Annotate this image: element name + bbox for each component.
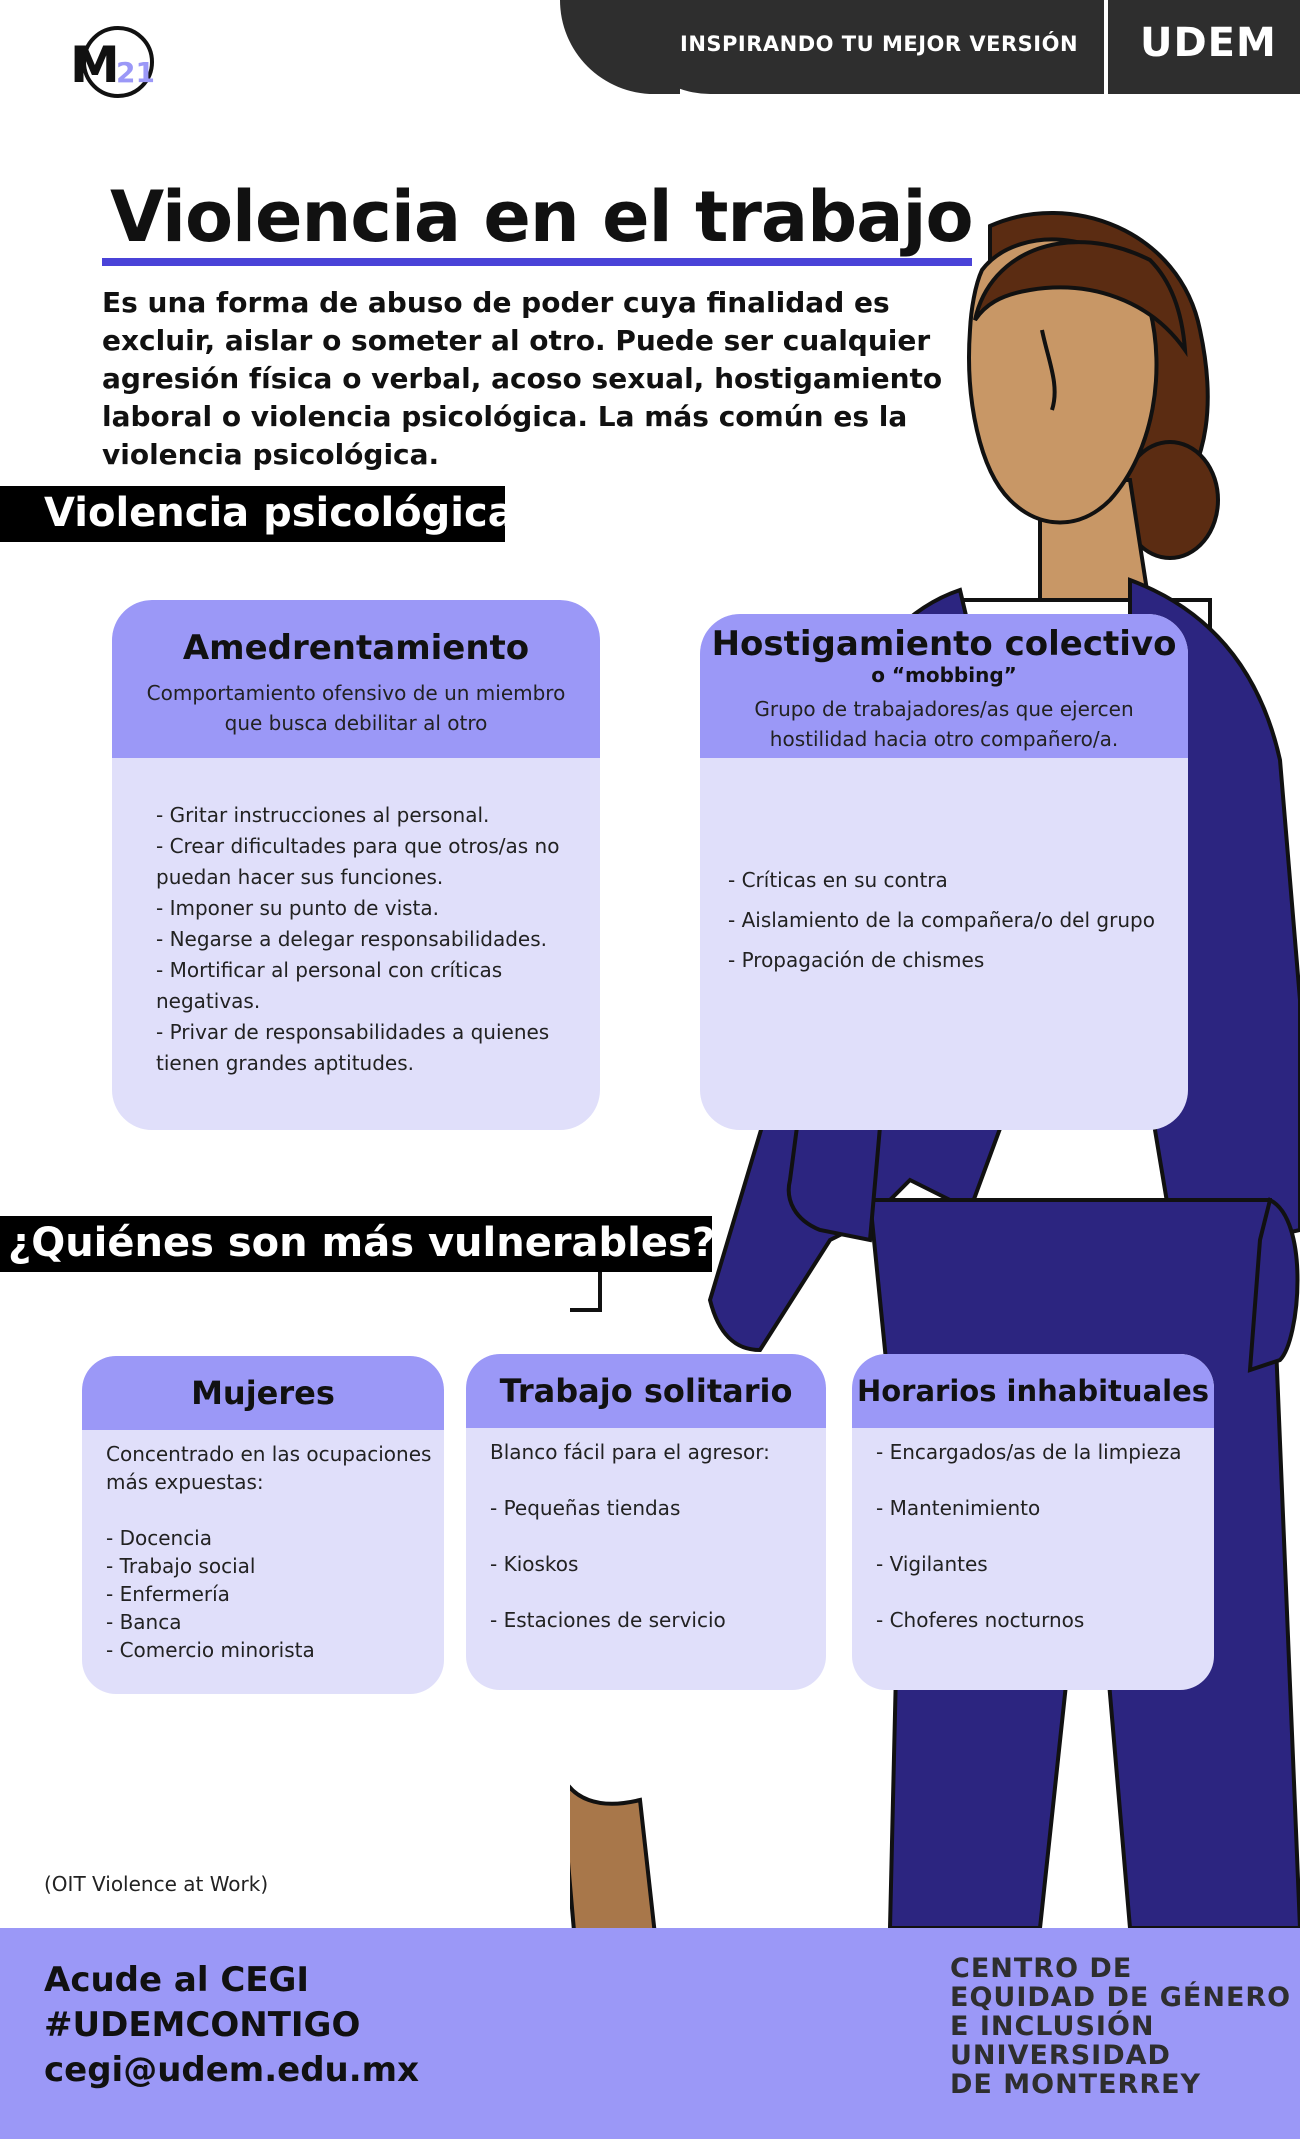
- section-vulnerables: ¿Quiénes son más vulnerables?: [0, 1216, 712, 1272]
- list-item: - Pequeñas tiendas: [490, 1496, 681, 1520]
- card-horarios-header: [852, 1354, 1214, 1428]
- card-mujeres: [82, 1356, 444, 1694]
- footer-org-name: [950, 1954, 1291, 2099]
- list-item: - Crear dificultades para que otros/as no puedan hacer sus funciones.: [156, 834, 560, 889]
- footer-org-line: UNIVERSIDAD: [950, 2040, 1171, 2071]
- card-solitario-intro: Blanco fácil para el agresor:: [490, 1440, 770, 1464]
- card-solitario-title: Trabajo solitario: [499, 1372, 793, 1410]
- footer-bar: [0, 1928, 1300, 2139]
- m21-logo: [66, 22, 156, 102]
- list-item: - Gritar instrucciones al personal.: [156, 803, 490, 827]
- list-item: - Enfermería: [106, 1582, 230, 1606]
- header-divider: [1104, 0, 1108, 94]
- card-amedrentamiento-list: [138, 800, 578, 1079]
- list-item: - Choferes nocturnos: [876, 1608, 1085, 1632]
- card-amedrentamiento-header: [112, 600, 600, 758]
- list-item: - Comercio minorista: [106, 1638, 315, 1662]
- card-amedrentamiento-title: Amedrentamiento: [182, 628, 530, 668]
- header-tagline: INSPIRANDO TU MEJOR VERSIÓN: [680, 32, 1079, 56]
- source-citation: (OIT Violence at Work): [44, 1872, 269, 1896]
- card-horarios-body: [852, 1428, 1214, 1634]
- card-amedrentamiento-subtitle: Comportamiento ofensivo de un miembro que busca debilitar al otro: [146, 681, 566, 735]
- list-item: - Vigilantes: [876, 1552, 988, 1576]
- section-violencia-psicologica: Violencia psicológica: [0, 486, 505, 542]
- footer-org-line: EQUIDAD DE GÉNERO: [950, 1982, 1292, 2013]
- list-item: - Críticas en su contra: [728, 868, 948, 892]
- footer-org-line: DE MONTERREY: [950, 2069, 1202, 2100]
- list-item: - Aislamiento de la compañera/o del grupo: [728, 908, 1155, 932]
- title-underline: [102, 258, 972, 266]
- list-item: - Trabajo social: [106, 1554, 256, 1578]
- card-horarios-inhabituales: [852, 1354, 1214, 1690]
- card-mujeres-title: Mujeres: [191, 1374, 335, 1412]
- card-solitario-header: [466, 1354, 826, 1428]
- footer-contact: [44, 1958, 419, 2093]
- page-title: Violencia en el trabajo: [110, 176, 973, 258]
- footer-org-line: CENTRO DE: [950, 1953, 1133, 1984]
- card-hostigamiento-list: [728, 860, 1178, 980]
- card-solitario-body: [466, 1428, 826, 1634]
- logo-number: 21: [116, 56, 155, 89]
- card-mujeres-header: [82, 1356, 444, 1430]
- card-amedrentamiento: [112, 600, 600, 1130]
- list-item: - Negarse a delegar responsabilidades.: [156, 927, 547, 951]
- footer-org-line: E INCLUSIÓN: [950, 2011, 1155, 2042]
- list-item: - Docencia: [106, 1526, 212, 1550]
- list-item: - Mortificar al personal con críticas negativas.: [156, 958, 503, 1013]
- card-hostigamiento-header: [700, 614, 1188, 758]
- list-item: - Imponer su punto de vista.: [156, 896, 440, 920]
- card-hostigamiento: [700, 614, 1188, 1130]
- card-hostigamiento-subtitle: Grupo de trabajadores/as que ejercen hostilidad hacia otro compañero/a.: [754, 697, 1134, 751]
- list-item: - Encargados/as de la limpieza: [876, 1440, 1182, 1464]
- logo-letter: M: [70, 36, 120, 94]
- card-hostigamiento-note: o “mobbing”: [871, 663, 1017, 687]
- list-item: - Estaciones de servicio: [490, 1608, 726, 1632]
- list-item: - Propagación de chismes: [728, 948, 985, 972]
- card-hostigamiento-title: Hostigamiento colectivo: [711, 624, 1177, 664]
- list-item: - Banca: [106, 1610, 182, 1634]
- brand-logo: UDEM: [1140, 20, 1277, 66]
- footer-email: cegi@udem.edu.mx: [44, 2050, 420, 2090]
- card-trabajo-solitario: [466, 1354, 826, 1690]
- card-mujeres-body: [82, 1430, 444, 1664]
- footer-hashtag: #UDEMCONTIGO: [44, 2005, 361, 2045]
- footer-cta: Acude al CEGI: [44, 1960, 310, 2000]
- intro-paragraph: Es una forma de abuso de poder cuya finalidad es excluir, aislar o someter al otro. Puede ser cualquier agresión física o verbal, acoso sexual, hostigamiento laboral o violencia psicológica. La más común es la violencia psicológica.: [102, 286, 943, 471]
- list-item: - Kioskos: [490, 1552, 579, 1576]
- card-mujeres-intro: Concentrado en las ocupaciones más expuestas:: [106, 1442, 432, 1494]
- card-horarios-title: Horarios inhabituales: [856, 1374, 1210, 1408]
- list-item: - Privar de responsabilidades a quienes tienen grandes aptitudes.: [156, 1020, 550, 1075]
- list-item: - Mantenimiento: [876, 1496, 1041, 1520]
